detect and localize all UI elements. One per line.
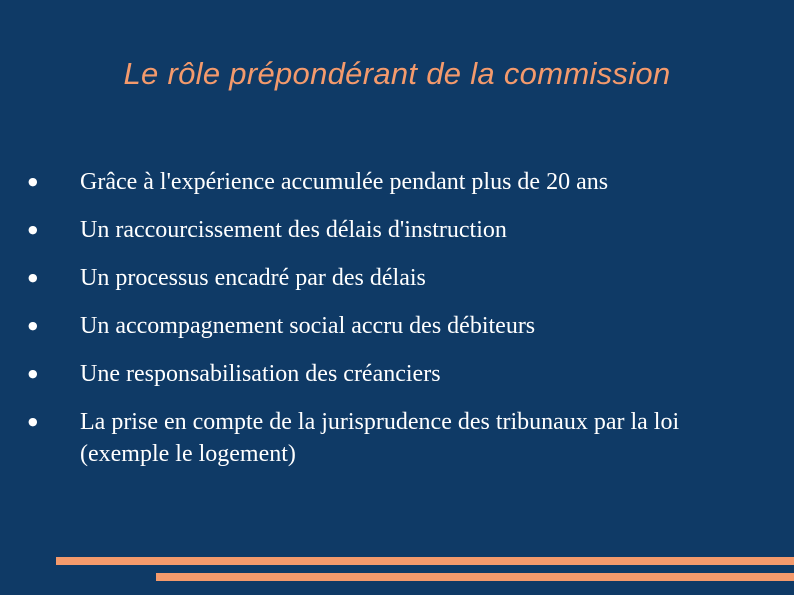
- bullet-item: [28, 406, 768, 470]
- bullet-text: Un accompagnement social accru des débiteurs: [80, 313, 536, 339]
- bullet-text: Un raccourcissement des délais d'instruction: [80, 217, 507, 243]
- bullet-text: Un processus encadré par des délais: [80, 265, 426, 291]
- bullet-icon: ●: [28, 367, 38, 380]
- bullet-icon: ●: [28, 271, 38, 284]
- bullet-text: La prise en compte de la jurisprudence des tribunaux par la loi (exemple le logement): [80, 409, 680, 467]
- decorative-bar-top: [56, 557, 794, 565]
- bullet-icon: ●: [28, 223, 38, 236]
- bullet-list: [28, 166, 768, 486]
- bullet-icon: ●: [28, 415, 38, 428]
- bullet-item: [28, 310, 768, 342]
- bullet-text: Une responsabilisation des créanciers: [80, 361, 441, 387]
- bullet-item: [28, 262, 768, 294]
- bullet-item: [28, 358, 768, 390]
- slide-title: Le rôle prépondérant de la commission: [123, 56, 671, 91]
- bullet-item: [28, 166, 768, 198]
- bullet-icon: ●: [28, 175, 38, 188]
- bullet-item: [28, 214, 768, 246]
- decorative-bar-bottom: [156, 573, 794, 581]
- bullet-text: Grâce à l'expérience accumulée pendant plus de 20 ans: [80, 169, 609, 195]
- bullet-icon: ●: [28, 319, 38, 332]
